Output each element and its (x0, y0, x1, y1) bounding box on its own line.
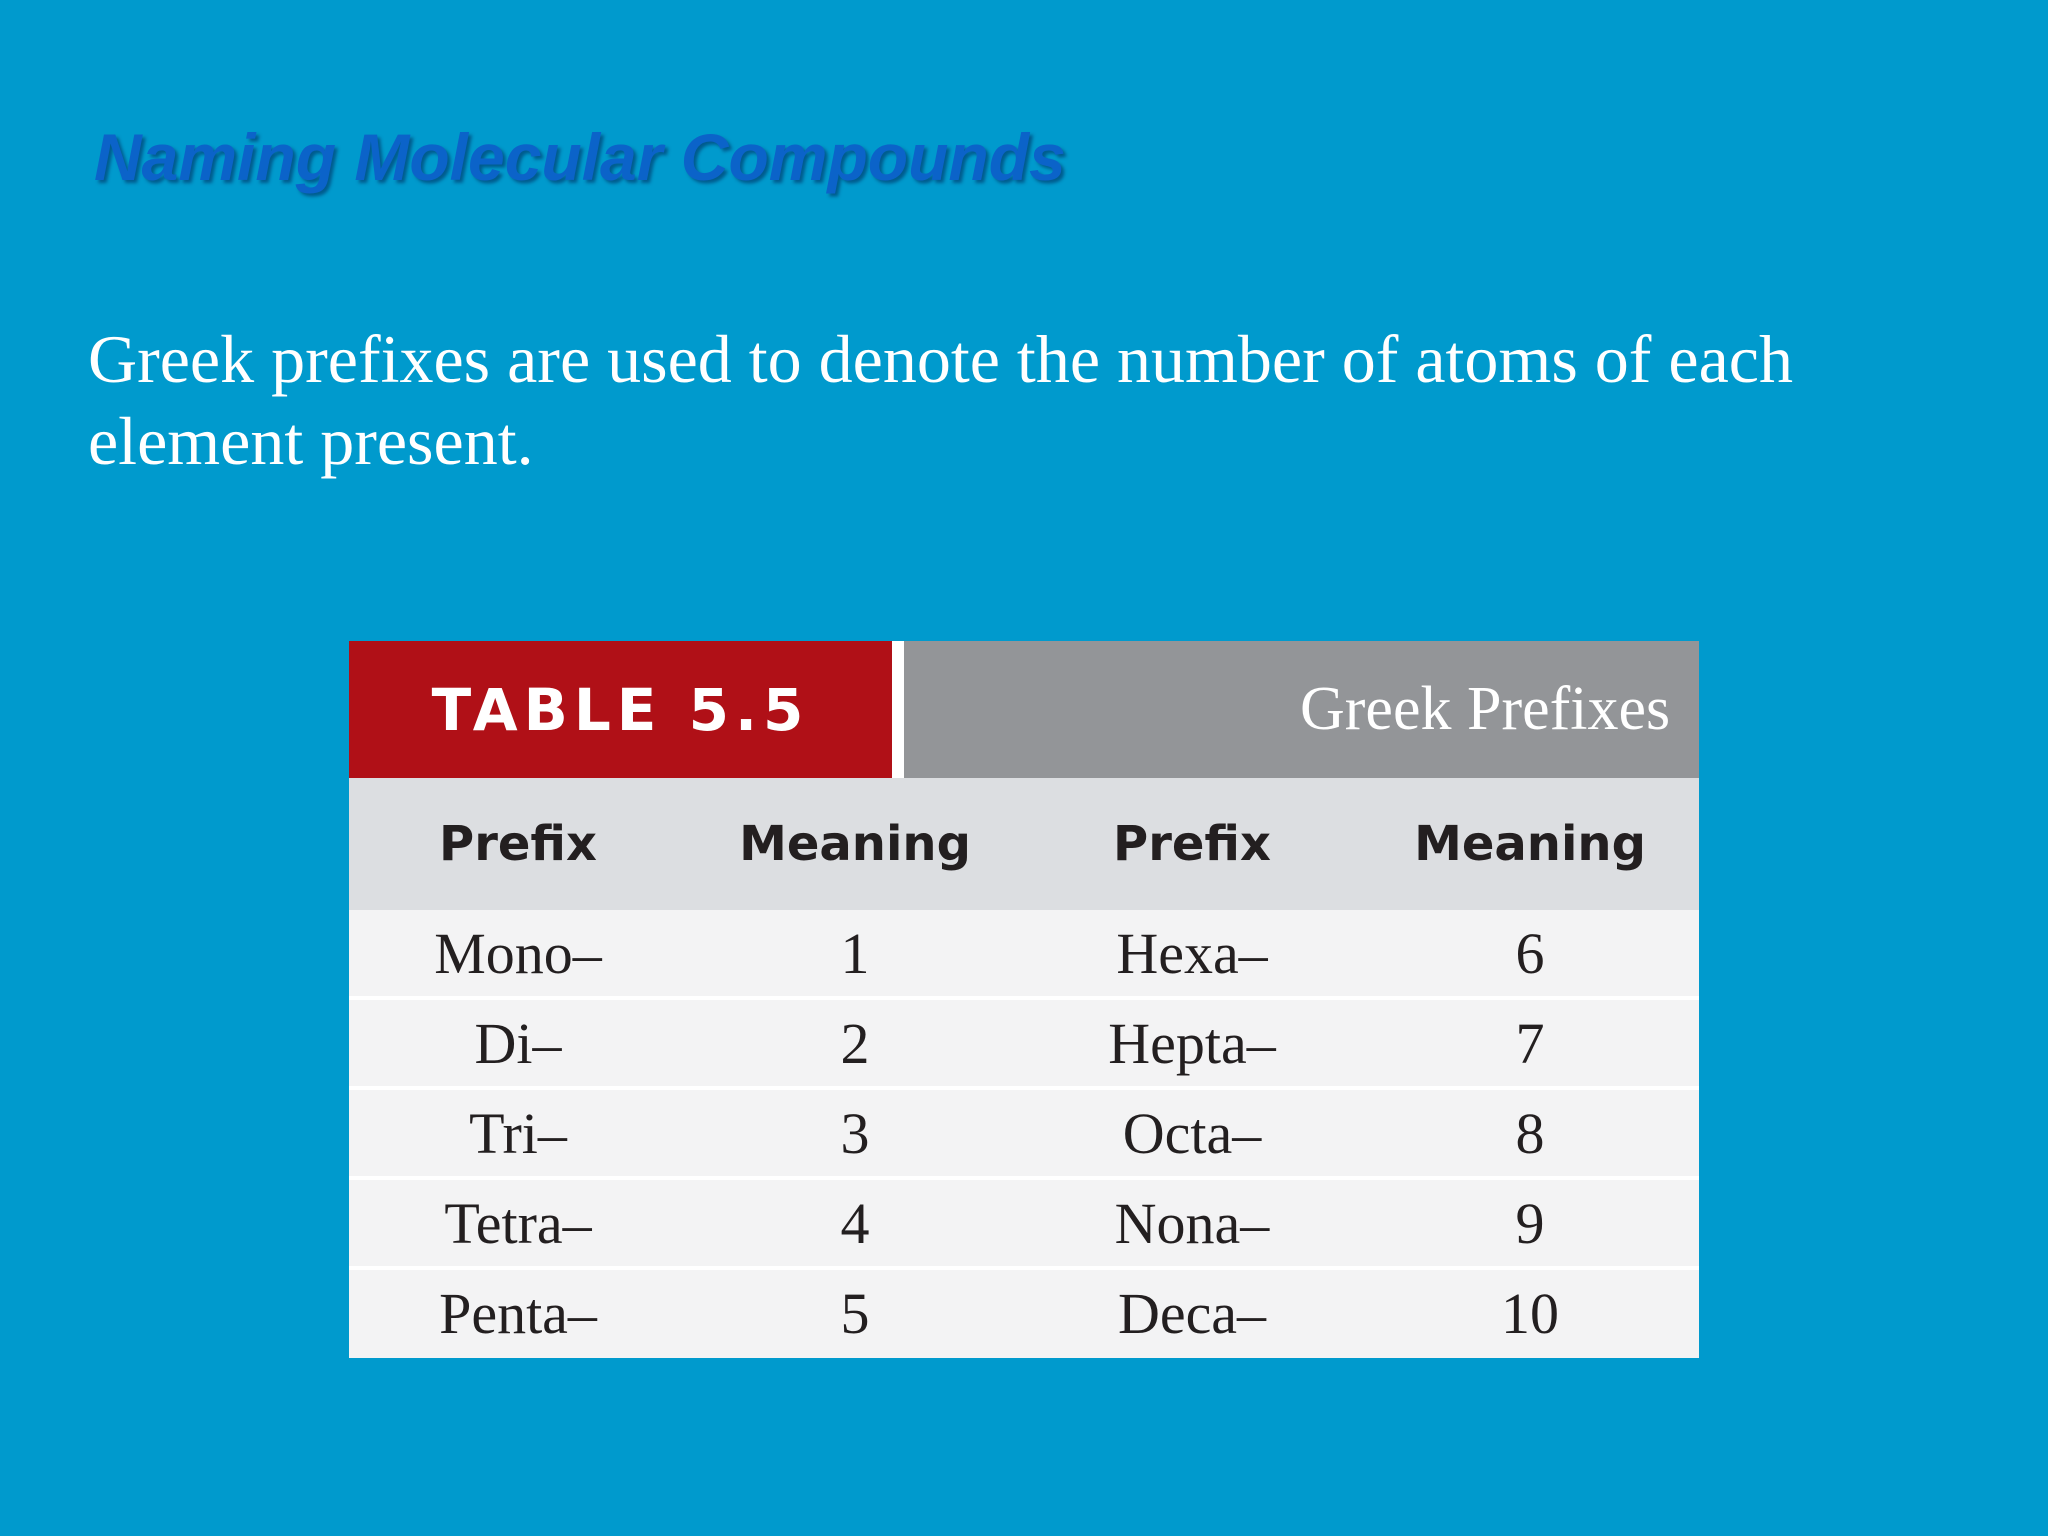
table-cell: Mono– (349, 910, 687, 998)
table-caption-text: Greek Prefixes (1300, 675, 1671, 743)
table-caption (904, 641, 1699, 778)
table-cell: 7 (1361, 998, 1699, 1088)
table-row (349, 1178, 1699, 1268)
column-header-prefix: Prefix (1023, 778, 1361, 910)
table-cell: 10 (1361, 1268, 1699, 1356)
table-row (349, 1088, 1699, 1178)
table-cell: Hexa– (1023, 910, 1361, 998)
table-cell: Tetra– (349, 1178, 687, 1268)
table-cell: Hepta– (1023, 998, 1361, 1088)
table-cell: 3 (687, 1088, 1023, 1178)
greek-prefixes-table-card (349, 641, 1699, 1358)
table-header-divider (892, 641, 904, 778)
table-cell: 6 (1361, 910, 1699, 998)
slide-title: Naming Molecular Compounds (94, 120, 1066, 194)
table-cell: 5 (687, 1268, 1023, 1356)
table-cell: 4 (687, 1178, 1023, 1268)
table-cell: Di– (349, 998, 687, 1088)
table-row (349, 1268, 1699, 1356)
column-header-meaning: Meaning (1361, 778, 1699, 910)
table-cell: Penta– (349, 1268, 687, 1356)
table-cell: Nona– (1023, 1178, 1361, 1268)
table-cell: Octa– (1023, 1088, 1361, 1178)
table-cell: 2 (687, 998, 1023, 1088)
table-header-row (349, 778, 1699, 910)
prefix-table (349, 778, 1699, 1356)
column-header-meaning: Meaning (687, 778, 1023, 910)
table-row (349, 910, 1699, 998)
table-cell: Tri– (349, 1088, 687, 1178)
table-cell: 9 (1361, 1178, 1699, 1268)
table-cell: 1 (687, 910, 1023, 998)
table-cell: Deca– (1023, 1268, 1361, 1356)
table-header (349, 641, 1699, 778)
table-cell: 8 (1361, 1088, 1699, 1178)
table-row (349, 998, 1699, 1088)
slide-body-text: Greek prefixes are used to denote the number of atoms of each element present. (88, 321, 1793, 479)
column-header-prefix: Prefix (349, 778, 687, 910)
table-number-label: TABLE 5.5 (349, 641, 892, 778)
